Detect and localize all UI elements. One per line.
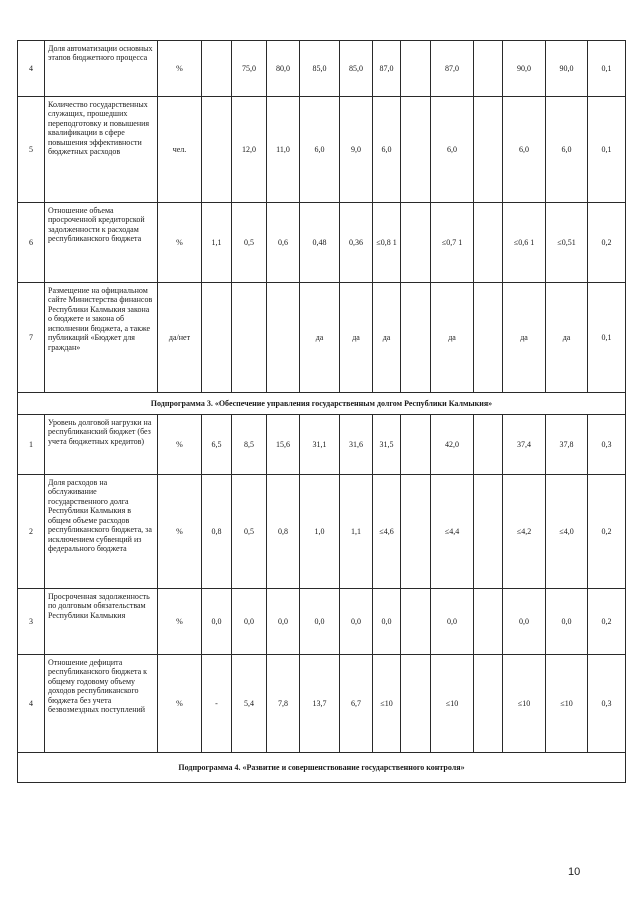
value-cell: ≤10 (503, 655, 546, 753)
value-cell: 6,7 (340, 655, 373, 753)
value-cell: 6,0 (546, 97, 588, 203)
value-cell (401, 41, 431, 97)
value-cell: 0,0 (267, 589, 300, 655)
value-cell: ≤4,0 (546, 475, 588, 589)
value-cell (401, 589, 431, 655)
value-cell: 0,3 (588, 655, 626, 753)
indicator-row (18, 475, 626, 589)
value-cell: 6,0 (373, 97, 401, 203)
value-cell: 0,0 (546, 589, 588, 655)
value-cell: ≤10 (546, 655, 588, 753)
value-cell (267, 283, 300, 393)
subprogram-header-row (18, 393, 626, 415)
indicator-row (18, 655, 626, 753)
value-cell: ≤4,4 (431, 475, 474, 589)
value-cell: 75,0 (232, 41, 267, 97)
value-cell: 90,0 (503, 41, 546, 97)
value-cell: 1,1 (202, 203, 232, 283)
value-cell: 9,0 (340, 97, 373, 203)
value-cell: 0,5 (232, 475, 267, 589)
value-cell: да (373, 283, 401, 393)
value-cell: ≤4,6 (373, 475, 401, 589)
page-number: 10 (568, 866, 581, 878)
indicator-name: Просроченная задолженность по долговым обязательствам Республики Калмыкия (45, 589, 158, 655)
unit-cell: чел. (158, 97, 202, 203)
value-cell (474, 589, 503, 655)
value-cell: 0,36 (340, 203, 373, 283)
value-cell: 1,1 (340, 475, 373, 589)
value-cell (474, 203, 503, 283)
value-cell (202, 97, 232, 203)
value-cell: 0,8 (267, 475, 300, 589)
value-cell (401, 655, 431, 753)
value-cell: 85,0 (300, 41, 340, 97)
value-cell: 80,0 (267, 41, 300, 97)
value-cell: 90,0 (546, 41, 588, 97)
indicator-row (18, 203, 626, 283)
value-cell: 12,0 (232, 97, 267, 203)
row-number: 3 (18, 589, 45, 655)
value-cell: 0,2 (588, 589, 626, 655)
value-cell (474, 97, 503, 203)
value-cell (474, 283, 503, 393)
value-cell: 5,4 (232, 655, 267, 753)
unit-cell: да/нет (158, 283, 202, 393)
value-cell: ≤0,8 1 (373, 203, 401, 283)
value-cell: ≤10 (373, 655, 401, 753)
indicator-row (18, 589, 626, 655)
indicator-row (18, 283, 626, 393)
indicator-name: Отношение объема просроченной кредиторской задолженности к расходам республиканского бюджета (45, 203, 158, 283)
value-cell (401, 415, 431, 475)
value-cell: 85,0 (340, 41, 373, 97)
value-cell: да (300, 283, 340, 393)
value-cell: 0,0 (503, 589, 546, 655)
table-body (18, 41, 626, 783)
value-cell: 0,1 (588, 97, 626, 203)
value-cell: 87,0 (431, 41, 474, 97)
row-number: 4 (18, 655, 45, 753)
value-cell: 11,0 (267, 97, 300, 203)
value-cell: 0,0 (431, 589, 474, 655)
unit-cell: % (158, 655, 202, 753)
unit-cell: % (158, 475, 202, 589)
value-cell (401, 97, 431, 203)
value-cell: 8,5 (232, 415, 267, 475)
value-cell: 87,0 (373, 41, 401, 97)
indicator-name: Доля расходов на обслуживание государственного долга Республики Калмыкия в общем объеме расходов республиканского бюджета, за исключением субвенций из федерального бюджета (45, 475, 158, 589)
indicator-name: Размещение на официальном сайте Министерства финансов Республики Калмыкия закона о бюджете и закона об исполнении бюджета, а также публикаций «Бюджет для граждан» (45, 283, 158, 393)
value-cell: - (202, 655, 232, 753)
value-cell (202, 41, 232, 97)
value-cell: 0,2 (588, 475, 626, 589)
value-cell: 0,5 (232, 203, 267, 283)
value-cell: 1,0 (300, 475, 340, 589)
value-cell: 31,5 (373, 415, 401, 475)
value-cell: 0,0 (340, 589, 373, 655)
row-number: 7 (18, 283, 45, 393)
value-cell: 6,5 (202, 415, 232, 475)
value-cell: 0,6 (267, 203, 300, 283)
value-cell (474, 655, 503, 753)
row-number: 5 (18, 97, 45, 203)
subprogram-title: Подпрограмма 3. «Обеспечение управления государственным долгом Республики Калмыкия» (18, 393, 626, 415)
value-cell: ≤4,2 (503, 475, 546, 589)
row-number: 2 (18, 475, 45, 589)
indicator-name: Уровень долговой нагрузки на республиканский бюджет (без учета бюджетных кредитов) (45, 415, 158, 475)
value-cell: 37,8 (546, 415, 588, 475)
indicator-row (18, 415, 626, 475)
value-cell: 6,0 (300, 97, 340, 203)
value-cell: 15,6 (267, 415, 300, 475)
value-cell: да (340, 283, 373, 393)
value-cell: 0,3 (588, 415, 626, 475)
value-cell (401, 475, 431, 589)
unit-cell: % (158, 415, 202, 475)
value-cell (474, 415, 503, 475)
unit-cell: % (158, 589, 202, 655)
indicator-row (18, 41, 626, 97)
value-cell: 0,0 (202, 589, 232, 655)
subprogram-header-row (18, 753, 626, 783)
indicators-table (17, 40, 626, 783)
value-cell: 31,6 (340, 415, 373, 475)
value-cell: 7,8 (267, 655, 300, 753)
row-number: 4 (18, 41, 45, 97)
value-cell: 6,0 (431, 97, 474, 203)
value-cell: 31,1 (300, 415, 340, 475)
row-number: 6 (18, 203, 45, 283)
value-cell: 0,1 (588, 283, 626, 393)
value-cell: ≤0,6 1 (503, 203, 546, 283)
indicator-row (18, 97, 626, 203)
value-cell (474, 41, 503, 97)
value-cell: 0,1 (588, 41, 626, 97)
value-cell: 6,0 (503, 97, 546, 203)
unit-cell: % (158, 203, 202, 283)
value-cell: 42,0 (431, 415, 474, 475)
value-cell: ≤0,7 1 (431, 203, 474, 283)
value-cell: ≤10 (431, 655, 474, 753)
value-cell: да (546, 283, 588, 393)
value-cell: 0,2 (588, 203, 626, 283)
value-cell: 0,8 (202, 475, 232, 589)
value-cell: да (431, 283, 474, 393)
indicator-name: Доля автоматизации основных этапов бюджетного процесса (45, 41, 158, 97)
value-cell (474, 475, 503, 589)
value-cell (401, 283, 431, 393)
row-number: 1 (18, 415, 45, 475)
value-cell (202, 283, 232, 393)
value-cell: 13,7 (300, 655, 340, 753)
value-cell: 0,0 (373, 589, 401, 655)
value-cell (232, 283, 267, 393)
unit-cell: % (158, 41, 202, 97)
value-cell: 0,0 (300, 589, 340, 655)
value-cell: 0,48 (300, 203, 340, 283)
value-cell (401, 203, 431, 283)
indicator-name: Количество государственных служащих, прошедших переподготовку и повышения квалификации в сфере повышения эффективности бюджетных расходов (45, 97, 158, 203)
subprogram-title: Подпрограмма 4. «Развитие и совершенствование государственного контроля» (18, 753, 626, 783)
value-cell: ≤0,51 (546, 203, 588, 283)
value-cell: 37,4 (503, 415, 546, 475)
value-cell: да (503, 283, 546, 393)
value-cell: 0,0 (232, 589, 267, 655)
indicator-name: Отношение дефицита республиканского бюджета к общему годовому объему доходов республиканского бюджета без учета безвозмездных поступлений (45, 655, 158, 753)
